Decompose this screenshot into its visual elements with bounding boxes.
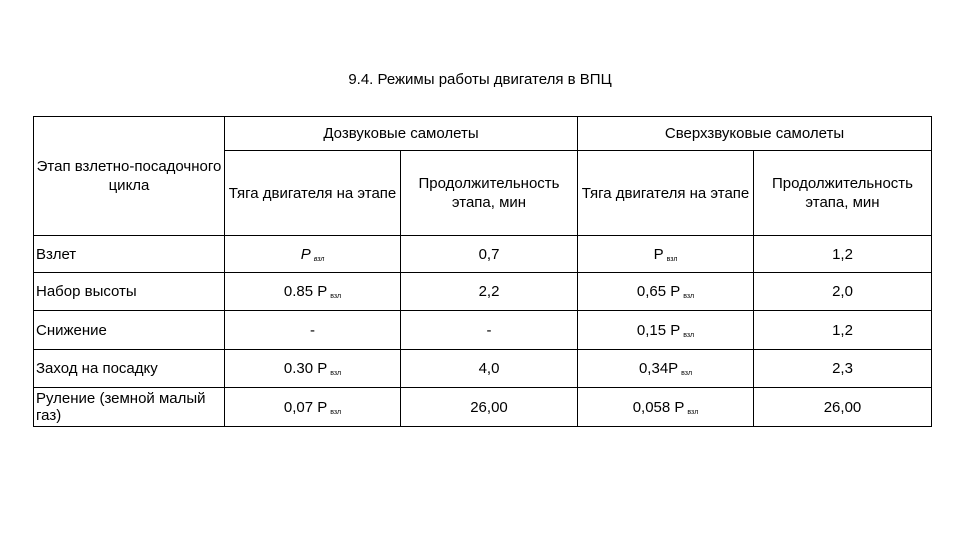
thrust-value: 0.30 P (283, 360, 328, 377)
subsonic-duration-cell: 2,2 (401, 273, 578, 311)
thrust-value: 0.85 P (283, 283, 328, 300)
header-group-subsonic: Дозвуковые самолеты (225, 117, 578, 151)
supersonic-duration-cell: 2,0 (754, 273, 932, 311)
table-row (34, 273, 932, 311)
thrust-subscript: взл (330, 370, 342, 377)
subsonic-thrust-cell (225, 311, 401, 350)
thrust-value: 0,058 P (632, 398, 685, 416)
thrust-subscript: взл (683, 331, 695, 339)
thrust-subscript: взл (666, 255, 678, 263)
supersonic-thrust-cell (578, 388, 754, 427)
subsonic-duration-cell: 4,0 (401, 350, 578, 388)
supersonic-thrust-cell (578, 273, 754, 311)
thrust-subscript: взл (687, 408, 699, 416)
table-header-row-groups (34, 117, 932, 151)
subsonic-thrust-cell (225, 236, 401, 273)
header-supersonic-duration: Продолжительность этапа, мин (754, 151, 932, 236)
thrust-value: P (300, 245, 311, 263)
thrust-subscript: взл (683, 293, 695, 300)
supersonic-duration-cell: 1,2 (754, 236, 932, 273)
header-subsonic-thrust: Тяга двигателя на этапе (225, 151, 401, 236)
subsonic-duration-cell: 0,7 (401, 236, 578, 273)
subsonic-thrust-cell (225, 388, 401, 427)
thrust-value: 0,65 P (636, 283, 681, 300)
header-subsonic-duration: Продолжительность этапа, мин (401, 151, 578, 236)
header-supersonic-thrust: Тяга двигателя на этапе (578, 151, 754, 236)
engine-modes-table (33, 116, 932, 427)
supersonic-duration-cell: 26,00 (754, 388, 932, 427)
thrust-subscript: взл (330, 293, 342, 300)
supersonic-thrust-cell (578, 311, 754, 350)
thrust-value: - (310, 321, 315, 339)
header-group-supersonic: Сверхзвуковые самолеты (578, 117, 932, 151)
thrust-value: P (653, 245, 664, 263)
supersonic-thrust-cell (578, 236, 754, 273)
thrust-value: 0,34P (638, 360, 679, 377)
supersonic-thrust-cell (578, 350, 754, 388)
thrust-subscript: взл (681, 370, 693, 377)
thrust-value: 0,15 P (636, 321, 681, 339)
page-title: 9.4. Режимы работы двигателя в ВПЦ (348, 71, 612, 88)
supersonic-duration-cell: 1,2 (754, 311, 932, 350)
stage-cell: Руление (земной малый газ) (36, 390, 206, 424)
stage-cell-wrap (34, 388, 225, 427)
table-row (34, 350, 932, 388)
table-row (34, 236, 932, 273)
subsonic-duration-cell: - (401, 311, 578, 350)
stage-cell: Заход на посадку (34, 350, 225, 388)
supersonic-duration-cell: 2,3 (754, 350, 932, 388)
stage-cell: Взлет (34, 236, 225, 273)
header-stage: Этап взлетно-посадочного цикла (34, 117, 225, 236)
subsonic-duration-cell: 26,00 (401, 388, 578, 427)
subsonic-thrust-cell (225, 273, 401, 311)
stage-cell: Снижение (34, 311, 225, 350)
subsonic-thrust-cell (225, 350, 401, 388)
thrust-value: 0,07 P (283, 398, 328, 416)
table-row (34, 388, 932, 427)
table-row (34, 311, 932, 350)
thrust-subscript: взл (330, 408, 342, 416)
stage-cell: Набор высоты (34, 273, 225, 311)
thrust-subscript: взл (313, 255, 325, 263)
